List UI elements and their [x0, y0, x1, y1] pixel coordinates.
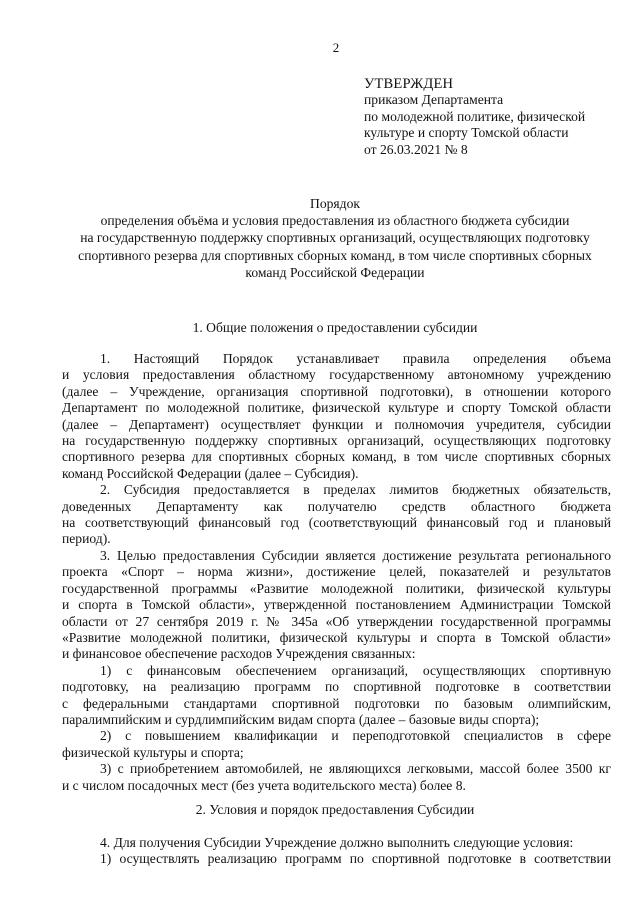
body-line: 2. Субсидия предоставляется в пределах лимитов бюджетных обязательств,: [100, 482, 611, 498]
body-line: и финансовое обеспечение расходов Учреждения связанных:: [62, 646, 416, 662]
body-line: и с числом посадочных мест (без учета водительского места) более 8.: [62, 777, 466, 793]
body-line: физической культуры и спорта;: [62, 744, 244, 760]
body-line: 2) с повышением квалификации и переподготовкой специалистов в сфере: [100, 728, 611, 744]
title-line: команд Российской Федерации: [245, 264, 425, 280]
approval-stamp: [364, 76, 634, 158]
body-line: области от 27 сентября 2019 г. № 345а «Об утверждении государственной программы: [62, 613, 611, 629]
body-line: государственной программы «Развитие молодежной политики, физической культуры: [62, 580, 611, 596]
approval-line: по молодежной политике, физической: [364, 108, 586, 124]
title-line: спортивного резерва для спортивных сборных команд, в том числе спортивных сборных: [78, 247, 592, 263]
approval-line: от 26.03.2021 № 8: [364, 141, 468, 157]
section-1-body: [62, 351, 611, 794]
body-line: 3) с приобретением автомобилей, не являющихся легковыми, массой более 3500 кг: [100, 761, 611, 777]
document-title: [62, 195, 608, 281]
section-2-body: [62, 835, 611, 868]
section-1-heading: 1. Общие положения о предоставлении субсидии: [192, 320, 478, 335]
body-line: период).: [62, 531, 111, 547]
body-line: 1. Настоящий Порядок устанавливает правила определения объема: [100, 351, 611, 366]
body-line: проекта «Спорт – норма жизни», достижение целей, показателей и результатов: [62, 564, 611, 580]
approval-heading: УТВЕРЖДЕН: [364, 76, 454, 92]
body-line: с федеральными стандартами спортивной подготовки по базовым олимпийским,: [62, 695, 611, 711]
body-line: 3. Целью предоставления Субсидии является достижение результата регионального: [100, 547, 611, 563]
body-line: 1) с финансовым обеспечением организаций, осуществляющих спортивную: [100, 662, 611, 678]
body-line: команд Российской Федерации (далее – Субсидия).: [62, 465, 359, 481]
approval-line: культуре и спорту Томской области: [364, 125, 569, 141]
body-line: (далее – Учреждение, организация спортивной подготовки), в отношении которого: [62, 383, 611, 399]
approval-line: приказом Департамента: [364, 92, 504, 108]
body-line: (далее – Департамент) осуществляет функции и полномочия учредителя, субсидии: [62, 416, 611, 432]
body-line: 1) осуществлять реализацию программ по спортивной подготовке в соответствии: [100, 851, 611, 867]
page-number: 2: [332, 40, 340, 55]
body-line: и условия предоставления областному государственному автономному учреждению: [62, 367, 611, 383]
body-line: 4. Для получения Субсидии Учреждение должно выполнить следующие условия:: [100, 835, 574, 850]
body-line: доведенных Департаменту как получателю средств областного бюджета: [62, 498, 611, 514]
body-line: спортивного резерва для спортивных сборных команд, в том числе спортивных сборных: [62, 449, 611, 465]
body-line: на соответствующий финансовый год (соответствующий финансовый год и плановый: [62, 515, 611, 531]
body-line: «Развитие молодежной политики, физической культуры и спорта в Томской области»: [62, 629, 611, 645]
body-line: на государственную поддержку спортивных организаций, осуществляющих подготовку: [62, 433, 611, 449]
body-line: и спорта в Томской области», утвержденной постановлением Администрации Томской: [62, 597, 611, 613]
title-line: на государственную поддержку спортивных организаций, осуществляющих подготовку: [80, 230, 590, 246]
body-line: Департамент по молодежной политике, физической культуре и спорту Томской области: [62, 400, 611, 416]
body-line: подготовку, на реализацию программ по спортивной подготовке в соответствии: [62, 679, 611, 695]
body-line: паралимпийским и сурдлимпийским видам спорта (далее – базовые виды спорта);: [62, 711, 540, 727]
title-line: определения объёма и условия предоставления из областного бюджета субсидии: [100, 213, 570, 229]
title-line: Порядок: [310, 196, 360, 211]
section-2-heading: 2. Условия и порядок предоставления Субсидии: [195, 802, 475, 817]
